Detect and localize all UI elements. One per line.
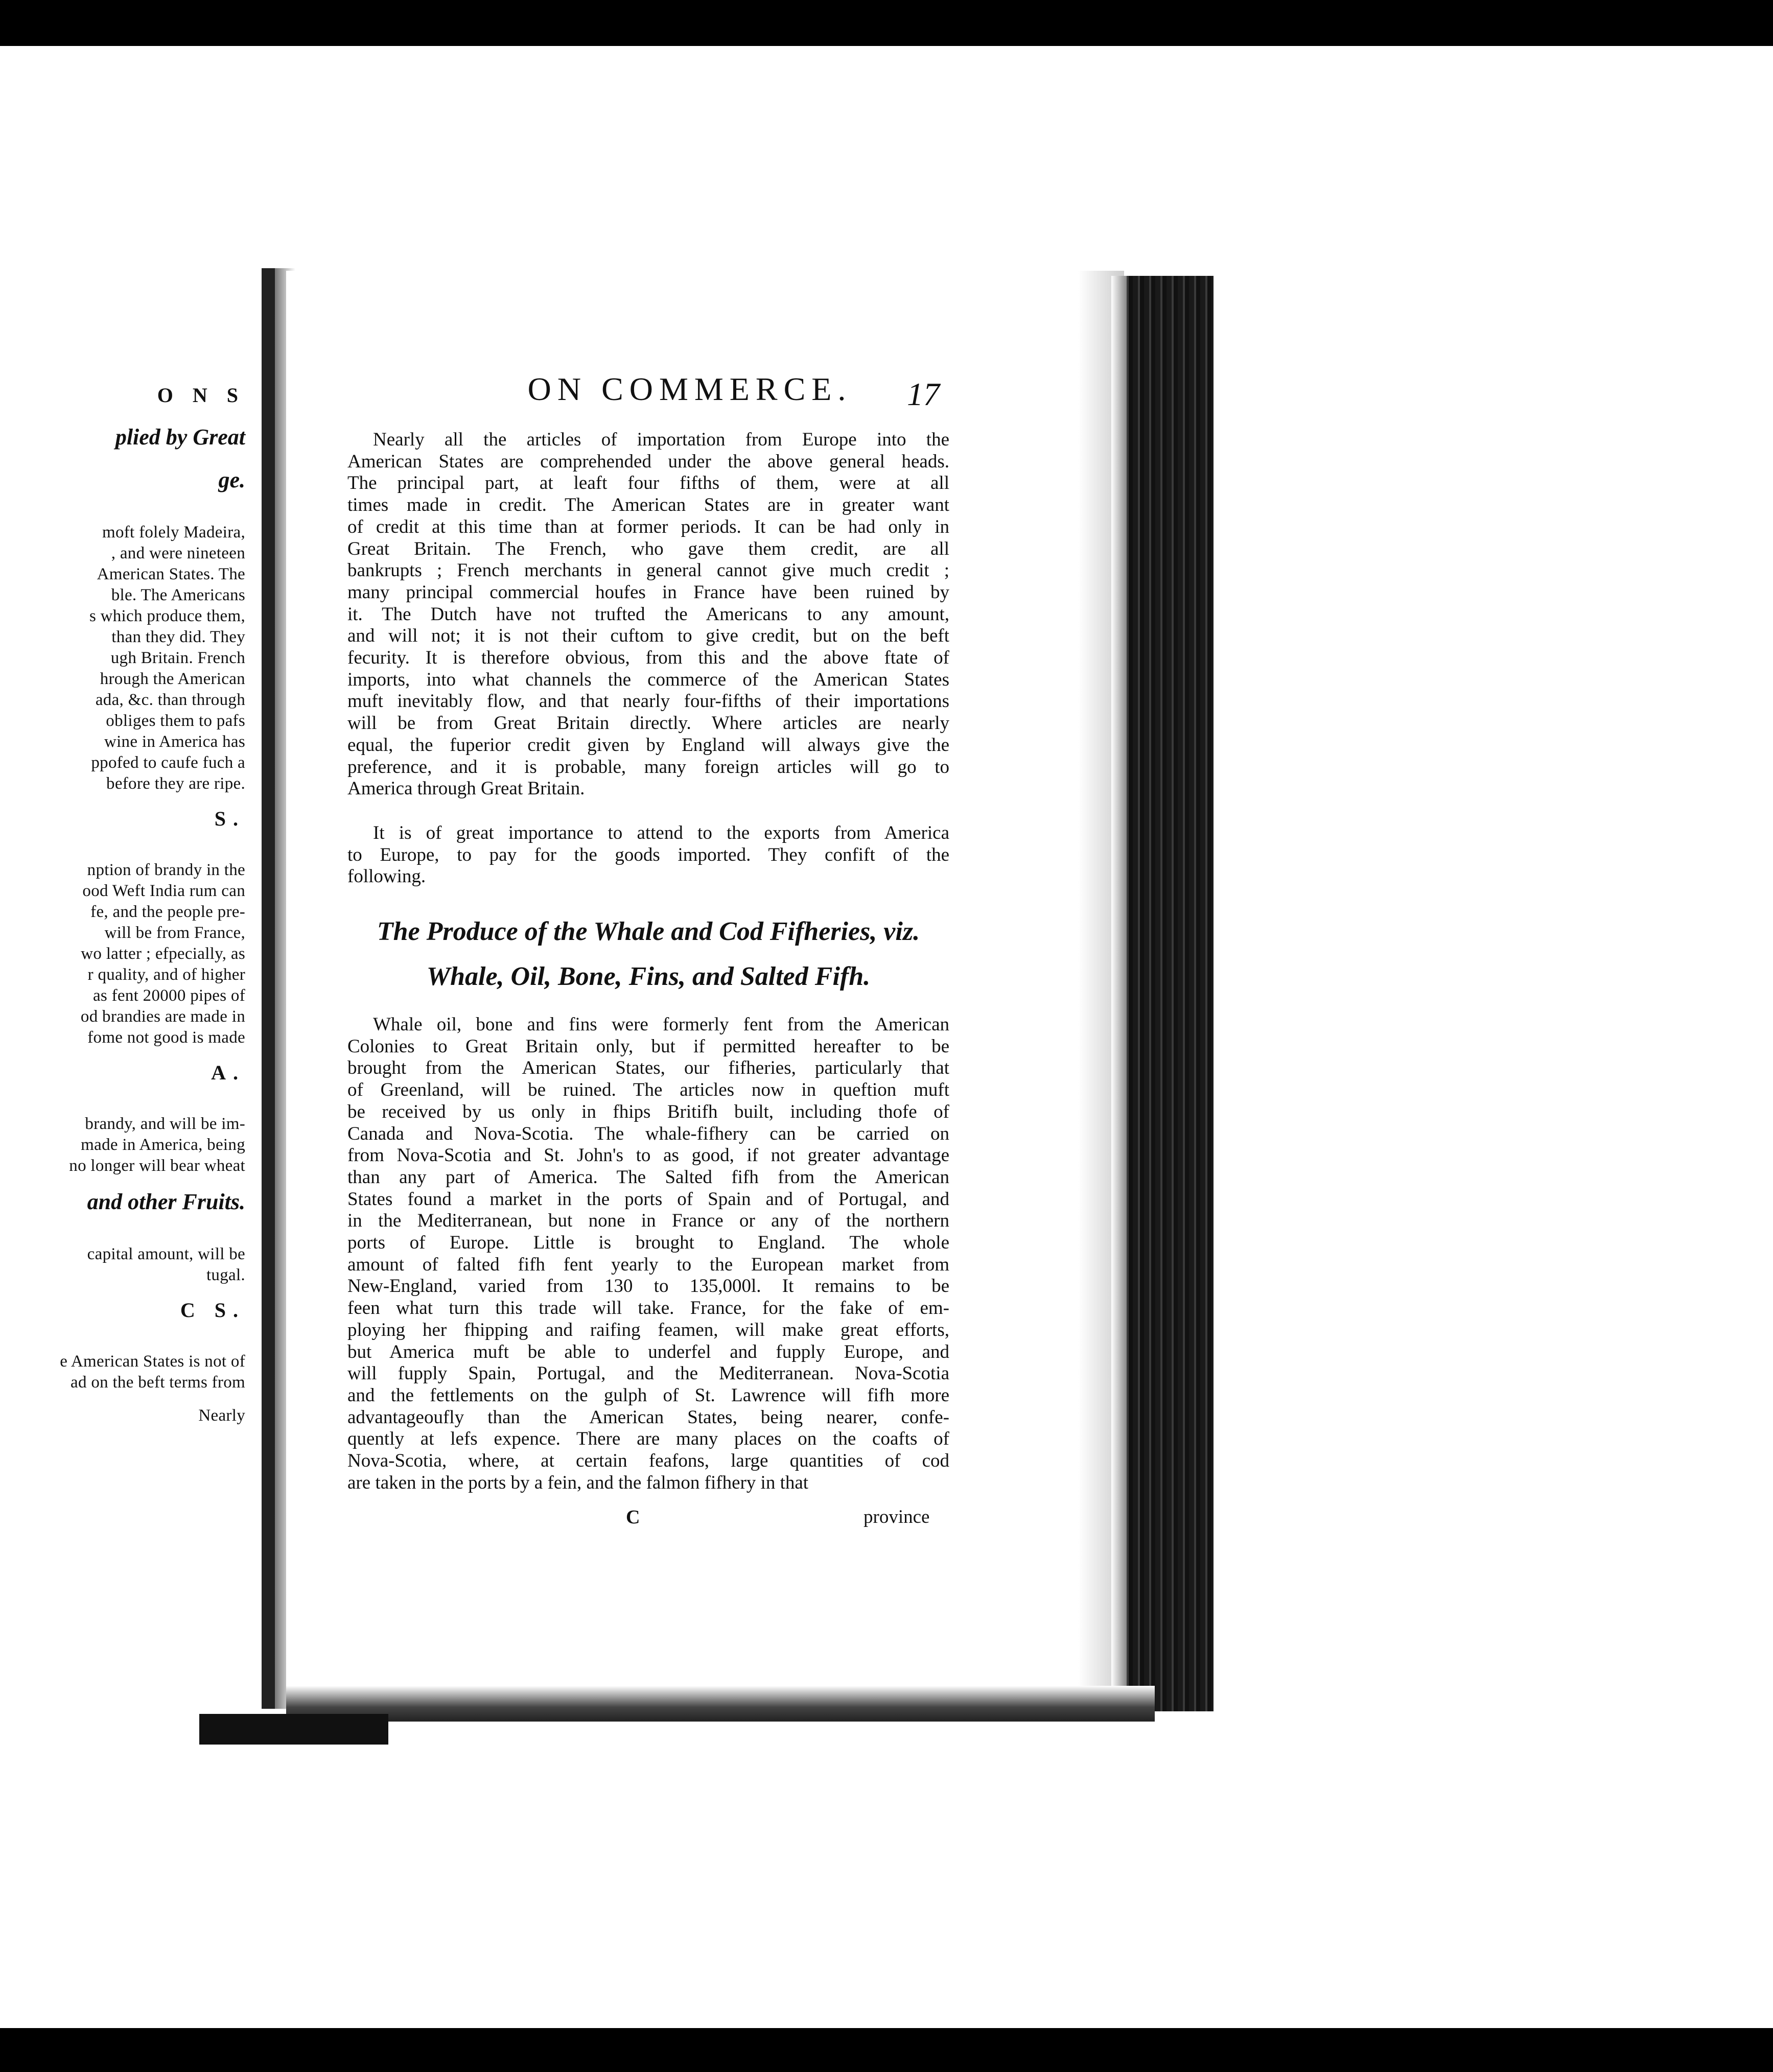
text-line: be received by us only in fhips Britifh built, including thofe of	[347, 1101, 949, 1122]
paragraph-2-lines	[347, 822, 949, 888]
text-line: Nearly all the articles of importation from Europe into the	[373, 429, 949, 450]
text-line: States found a market in the ports of Spain and of Portugal, and	[347, 1188, 949, 1210]
text-line: muft inevitably flow, and that nearly four-fifths of their importations	[347, 691, 949, 712]
left-text-line: hrough the American	[100, 670, 245, 688]
text-line: and will not; it is not their cuftom to give credit, but on the beft	[347, 625, 949, 647]
left-heading-line: A.	[211, 1061, 245, 1084]
left-text-line: ble. The Americans	[111, 586, 245, 604]
text-line: feen what turn this trade will take. France, for the fake of em-	[347, 1298, 949, 1319]
running-head: ON COMMERCE.	[527, 371, 852, 407]
section-heading	[347, 909, 949, 999]
text-line: will fupply Spain, Portugal, and the Mediterranean. Nova-Scotia	[347, 1363, 949, 1384]
text-line: Nova-Scotia, where, at certain feafons, large quantities of cod	[347, 1450, 949, 1472]
left-text-line: ad on the beft terms from	[71, 1373, 245, 1392]
left-text-line: wo latter ; efpecially, as	[81, 945, 245, 963]
text-line: It is of great importance to attend to the exports from America	[373, 822, 949, 843]
section-heading-line-1: The Produce of the Whale and Cod Fifheries, viz.	[377, 917, 920, 946]
text-line: preference, and it is probable, many foreign articles will go to	[347, 756, 949, 778]
left-heading-line: C S.	[180, 1299, 245, 1322]
text-line: brought from the American States, our fifheries, particularly that	[347, 1057, 949, 1079]
left-text-line: moft folely Madeira,	[102, 523, 245, 541]
left-text-line: Nearly	[198, 1406, 245, 1425]
text-line: in the Mediterranean, but none in France or any of the northern	[347, 1210, 949, 1232]
page-number: 17	[907, 376, 940, 412]
left-heading-line: and other Fruits.	[87, 1189, 245, 1214]
paragraph-imports-credit	[347, 429, 949, 800]
paragraph-exports	[347, 822, 949, 888]
left-text-line: tugal.	[206, 1266, 245, 1284]
left-heading-line: O N S	[157, 384, 245, 407]
text-line: advantageoufly than the American States, being nearer, confe-	[347, 1406, 949, 1428]
text-line: Colonies to Great Britain only, but if permitted hereafter to be	[347, 1035, 949, 1057]
left-text-line: obliges them to pafs	[106, 712, 245, 730]
text-line: fecurity. It is therefore obvious, from this and the above ftate of	[347, 647, 949, 669]
book-gutter	[262, 268, 275, 1709]
left-text-line: as fent 20000 pipes of	[92, 986, 245, 1005]
left-text-line: , and were nineteen	[111, 544, 245, 562]
text-line: ports of Europe. Little is brought to England. The whole	[347, 1232, 949, 1254]
text-line: to Europe, to pay for the goods imported. They confift of the	[347, 844, 949, 865]
left-text-line: ppofed to caufe fuch a	[91, 754, 245, 772]
text-line: of Greenland, will be ruined. The articles now in queftion muft	[347, 1079, 949, 1101]
left-text-line: nption of brandy in the	[87, 861, 245, 879]
left-text-line: e American States is not of	[60, 1352, 245, 1371]
text-line: but America muft be able to underfel and fupply Europe, and	[347, 1341, 949, 1362]
left-text-line: r quality, and of higher	[87, 966, 245, 984]
left-text-line: fe, and the people pre-	[90, 903, 245, 921]
text-line: are taken in the ports by a fein, and the falmon fifhery in that	[347, 1472, 809, 1493]
text-line: will be from Great Britain directly. Where articles are nearly	[347, 713, 949, 734]
signature-mark: C	[626, 1506, 640, 1528]
paragraph-whale-fisheries	[347, 1014, 949, 1494]
text-line: than any part of America. The Salted fifh from the American	[347, 1166, 949, 1188]
left-heading-line: plied by Great	[115, 425, 245, 450]
text-line: imports, into what channels the commerce of the American States	[347, 669, 949, 690]
text-line: Whale oil, bone and fins were formerly fent from the American	[373, 1014, 949, 1035]
text-line: it. The Dutch have not trufted the Americans to any amount,	[347, 603, 949, 625]
catchword: province	[864, 1506, 930, 1527]
text-line: bankrupts ; French merchants in general cannot give much credit ;	[347, 560, 949, 581]
text-line: ploying her fhipping and raifing feamen, will make great efforts,	[347, 1319, 949, 1340]
left-text-line: od brandies are made in	[80, 1007, 245, 1026]
text-line: and the fettlements on the gulph of St. Lawrence will fifh more	[347, 1384, 949, 1406]
paragraph-3-lines	[347, 1014, 949, 1494]
left-text-line: before they are ripe.	[106, 774, 245, 793]
book-bottom-edge	[286, 1686, 1155, 1722]
book-fore-edge	[1122, 276, 1214, 1711]
text-line: Canada and Nova-Scotia. The whale-fifhery can be carried on	[347, 1123, 949, 1144]
left-text-line: wine in America has	[104, 733, 245, 751]
text-line: American States are comprehended under the above general heads.	[347, 451, 949, 472]
text-line: quently at lefs expence. There are many places on the coafts of	[347, 1428, 949, 1450]
text-line: America through Great Britain.	[347, 778, 585, 799]
left-text-line: brandy, and will be im-	[85, 1115, 245, 1133]
text-line: of credit at this time than at former periods. It can be had only in	[347, 516, 949, 537]
section-heading-line-2: Whale, Oil, Bone, Fins, and Salted Fifh.	[426, 962, 871, 991]
left-heading-line: S.	[214, 807, 245, 830]
left-text-line: ada, &c. than through	[95, 691, 245, 709]
text-line: Great Britain. The French, who gave them credit, are all	[347, 538, 949, 559]
left-text-line: fome not good is made	[87, 1028, 245, 1047]
left-text-line: than they did. They	[111, 628, 245, 646]
text-line: times made in credit. The American States are in greater want	[347, 495, 949, 516]
left-heading-line: ge.	[218, 467, 245, 492]
scan-clip-bar	[199, 1714, 388, 1745]
left-text-line: ugh Britain. French	[110, 649, 245, 667]
text-line: New-England, varied from 130 to 135,000l. It remains to be	[347, 1276, 949, 1297]
left-text-line: ood Weft India rum can	[82, 882, 245, 900]
left-text-line: American States. The	[97, 565, 245, 583]
paragraph-1-lines	[347, 429, 949, 800]
left-text-line: no longer will bear wheat	[69, 1157, 245, 1175]
text-line: amount of falted fifh fent yearly to the European market from	[347, 1254, 949, 1275]
text-line: many principal commercial houfes in France have been ruined by	[347, 581, 949, 603]
left-text-line: s which produce them,	[89, 607, 245, 625]
left-text-line: made in America, being	[81, 1136, 245, 1154]
text-line: equal, the fuperior credit given by England will always give the	[347, 734, 949, 756]
left-page	[0, 220, 273, 1716]
left-text-line: capital amount, will be	[87, 1245, 245, 1263]
left-text-line: will be from France,	[104, 924, 245, 942]
text-line: from Nova-Scotia and St. John's to as good, if not greater advantage	[347, 1145, 949, 1166]
text-line: following.	[347, 866, 426, 887]
text-line: The principal part, at leaft four fifths of them, were at all	[347, 473, 949, 494]
